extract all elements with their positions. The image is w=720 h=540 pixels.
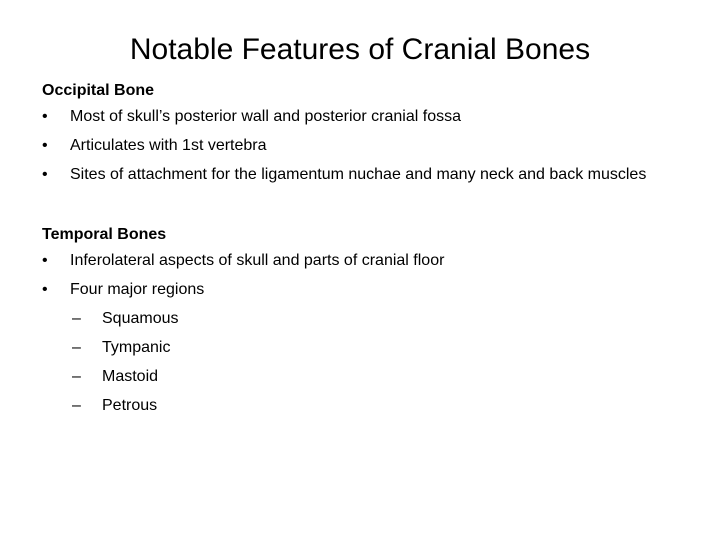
bullet-icon: •: [42, 166, 48, 183]
bullet-icon: •: [42, 108, 48, 125]
dash-icon: –: [72, 368, 81, 385]
bullet-icon: •: [42, 281, 48, 298]
bullet-item: [42, 134, 682, 158]
bullet-list: [42, 249, 682, 302]
bullet-item: [42, 163, 682, 187]
section-heading: Temporal Bones: [42, 226, 167, 243]
bullet-item: [42, 249, 682, 273]
dash-icon: –: [72, 339, 81, 356]
section-spacer: [42, 192, 682, 220]
sub-bullet-list: [42, 307, 682, 418]
dash-icon: –: [72, 310, 81, 327]
bullet-text: Inferolateral aspects of skull and parts of cranial floor: [70, 252, 445, 269]
slide-title: Notable Features of Cranial Bones: [129, 33, 591, 66]
sub-bullet-text: Mastoid: [102, 368, 159, 385]
sub-bullet-text: Petrous: [102, 397, 158, 414]
bullet-item: [42, 278, 682, 302]
sub-bullet-item: [42, 365, 682, 389]
section-heading: Occipital Bone: [42, 82, 155, 99]
bullet-item: [42, 105, 682, 129]
bullet-list: [42, 105, 682, 187]
bullet-icon: •: [42, 137, 48, 154]
bullet-icon: •: [42, 252, 48, 269]
bullet-text: Four major regions: [70, 281, 205, 298]
bullet-text: Most of skull’s posterior wall and posterior cranial fossa: [70, 108, 461, 125]
sub-bullet-text: Squamous: [102, 310, 179, 327]
bullet-text: Articulates with 1st vertebra: [70, 137, 267, 154]
sub-bullet-item: [42, 394, 682, 418]
dash-icon: –: [72, 397, 81, 414]
sub-bullet-text: Tympanic: [102, 339, 171, 356]
section-temporal-bones: [42, 220, 682, 418]
sub-bullet-item: [42, 336, 682, 360]
section-occipital-bone: [42, 76, 682, 187]
sub-bullet-item: [42, 307, 682, 331]
bullet-text: Sites of attachment for the ligamentum nuchae and many neck and back muscles: [70, 166, 647, 183]
slide-body: [42, 76, 682, 423]
